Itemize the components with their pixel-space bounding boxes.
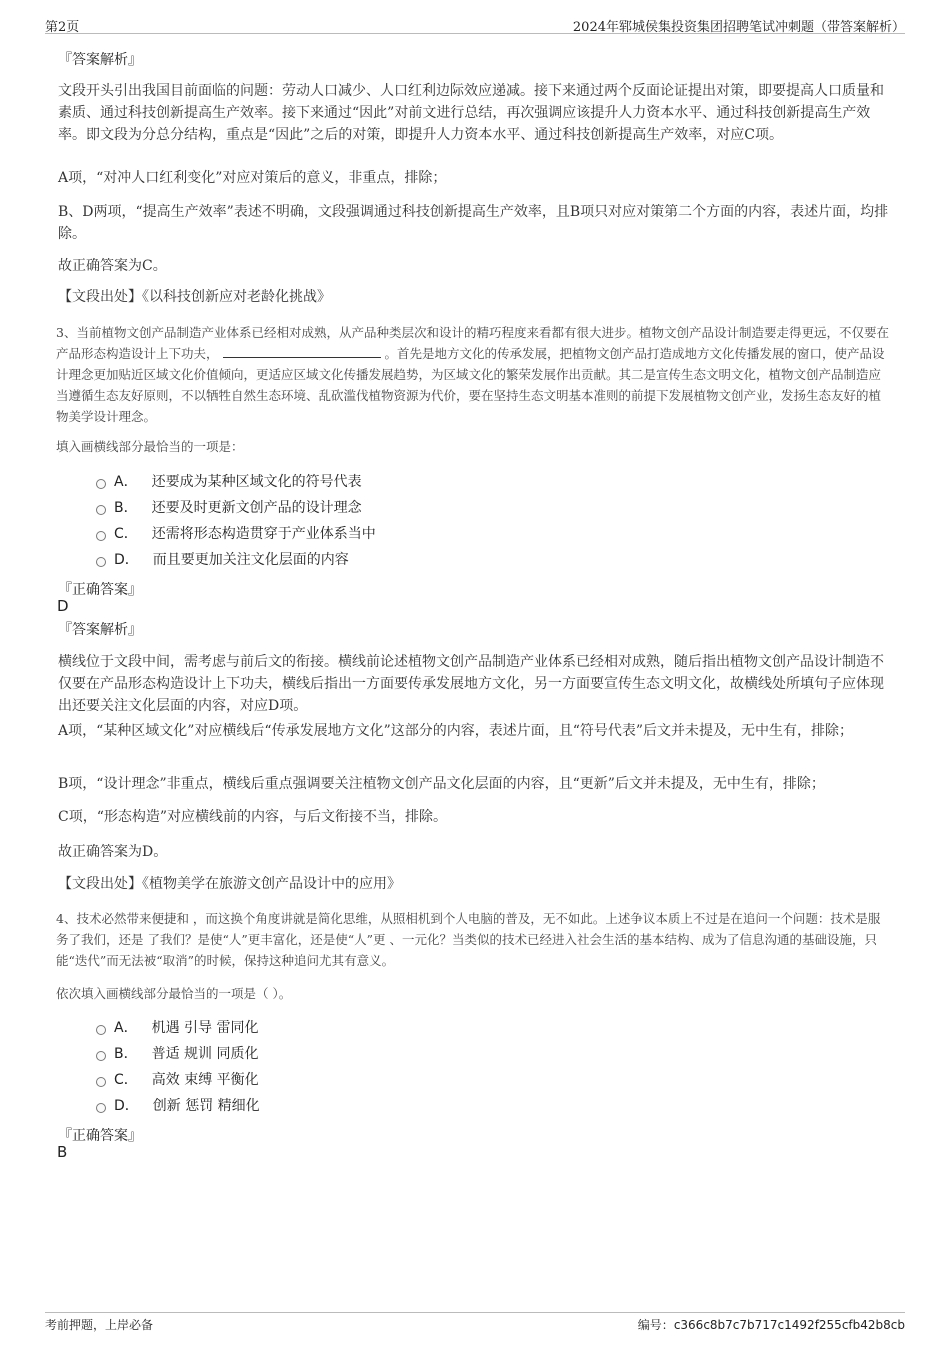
q2-analysis-p1: 文段开头引出我国目前面临的问题：劳动人口减少、人口红利边际效应递减。接下来通过两个反面论证提出对策，即要提高人口质量和素质、通过科技创新提高生产效率。接下来通过“因此”对前文进行总结，再次强调应该提升人力资本水平、通过科技创新提高生产效率。即文段为分总分结构，重点是“因此”之后的对策，即提升人力资本水平、通过科技创新提高生产效率，对应C项。 [58, 83, 884, 143]
footer-code-label: 编号： [637, 1318, 674, 1332]
footer-code [638, 1316, 905, 1333]
q4-option-b[interactable]: B． 普适 规训 同质化 [96, 1044, 259, 1064]
q3-analysis-p5: 故正确答案为D。 [58, 844, 168, 860]
q3-option-d[interactable]: D． 而且要更加关注文化层面的内容 [96, 550, 349, 570]
radio-icon[interactable] [96, 1103, 106, 1113]
q4-correct-label: 『正确答案』 [58, 1128, 142, 1144]
document-title: 2024年郓城侯集投资集团招聘笔试冲刺题（带答案解析） [572, 20, 905, 35]
radio-icon[interactable] [96, 1051, 106, 1061]
q2-analysis-label: 『答案解析』 [58, 52, 142, 68]
q3-option-c[interactable]: C． 还需将形态构造贯穿于产业体系当中 [96, 524, 376, 544]
page-header [45, 14, 905, 34]
radio-icon[interactable] [96, 1025, 106, 1035]
q4-prompt: 依次填入画横线部分最恰当的一项是（ ）。 [56, 986, 292, 1001]
q4-option-a[interactable]: A． 机遇 引导 雷同化 [96, 1018, 258, 1038]
page-footer [45, 1312, 905, 1332]
q3-prompt: 填入画横线部分最恰当的一项是： [56, 439, 244, 454]
footer-code-value: c366c8b7c7b717c1492f255cfb42b8cb [673, 1318, 905, 1332]
q3-stem [56, 322, 890, 427]
radio-icon[interactable] [96, 557, 106, 567]
q3-stem-part1: 3、当前植物文创产品制造产业体系已经相对成熟，从产品种类层次和设计的精巧程度来看都有很大进步。植物文创产品设计制造要走得更远，不仅要在产品形态构造设计上下功夫， [56, 325, 889, 361]
q4-option-d[interactable]: D． 创新 惩罚 精细化 [96, 1096, 260, 1116]
q2-analysis-p2: A项，“对冲人口红利变化”对应对策后的意义，非重点，排除； [58, 170, 447, 186]
q3-analysis-p1: 横线位于文段中间，需考虑与前后文的衔接。横线前论述植物文创产品制造产业体系已经相对成熟，随后指出植物文创产品设计制造不仅要在产品形态构造设计上下功夫，横线后指出一方面要传承发展地方文化，另一方面要宣传生态文明文化，故横线处所填句子应体现出还要关注文化层面的内容，对应D项。 [58, 654, 884, 714]
q3-stem-part2: 。首先是地方文化的传承发展，把植物文创产品打造成地方文化传播发展的窗口，使产品设计理念更加贴近区域文化价值倾向，更适应区域文化传播发展趋势，为区域文化的繁荣发展作出贡献。其二是宣传生态文明文化，植物文创产品制造应当遵循生态友好原则，不以牺牲自然生态环境、乱砍滥伐植物资源为代价，要在坚持生态文明基本准则的前提下发展植物文创产业，发扬生态友好的植物美学设计理念。 [56, 346, 885, 424]
q3-analysis-p4: C项，“形态构造”对应横线前的内容，与后文衔接不当，排除。 [58, 809, 448, 825]
q3-correct-answer: D [57, 597, 69, 615]
q3-option-a[interactable]: A． 还要成为某种区域文化的符号代表 [96, 472, 362, 492]
q3-analysis-p3: B项，“设计理念”非重点，横线后重点强调要关注植物文创产品文化层面的内容，且“更新”后文并未提及，无中生有，排除； [58, 776, 825, 792]
radio-icon[interactable] [96, 505, 106, 515]
q4-correct-answer: B [57, 1143, 68, 1161]
q3-correct-label: 『正确答案』 [58, 582, 142, 598]
radio-icon[interactable] [96, 531, 106, 541]
q2-analysis-p4: 故正确答案为C。 [58, 258, 167, 274]
q4-stem: 4、技术必然带来便捷和 ，而这换个角度讲就是简化思维，从照相机到个人电脑的普及，无不如此。上述争议本质上不过是在追问一个问题：技术是服务了我们，还是 了我们？是使“人”更丰富化，还是使“人”更 、一元化？当类似的技术已经进入社会生活的基本结构、成为了信息沟通的基础设施，只能“迭代”而无法被“取消”的时候，保持这种追问尤其有意义。 [56, 911, 881, 968]
q4-option-c[interactable]: C． 高效 束缚 平衡化 [96, 1070, 259, 1090]
q3-source: 【文段出处】《植物美学在旅游文创产品设计中的应用》 [58, 876, 401, 892]
q2-analysis-p3: B、D两项，“提高生产效率”表述不明确，文段强调通过科技创新提高生产效率，且B项只对应对策第二个方面的内容，表述片面，均排除。 [58, 204, 889, 242]
page-number: 第2页 [45, 20, 80, 35]
q3-blank [223, 346, 381, 358]
q3-option-b[interactable]: B． 还要及时更新文创产品的设计理念 [96, 498, 362, 518]
radio-icon[interactable] [96, 1077, 106, 1087]
q2-source: 【文段出处】《以科技创新应对老龄化挑战》 [58, 289, 331, 305]
q3-analysis-label: 『答案解析』 [58, 622, 142, 638]
q3-analysis-p2: A项，“某种区域文化”对应横线后“传承发展地方文化”这部分的内容，表述片面，且“符号代表”后文并未提及，无中生有，排除； [58, 723, 854, 739]
radio-icon[interactable] [96, 479, 106, 489]
footer-slogan: 考前押题，上岸必备 [45, 1318, 154, 1332]
